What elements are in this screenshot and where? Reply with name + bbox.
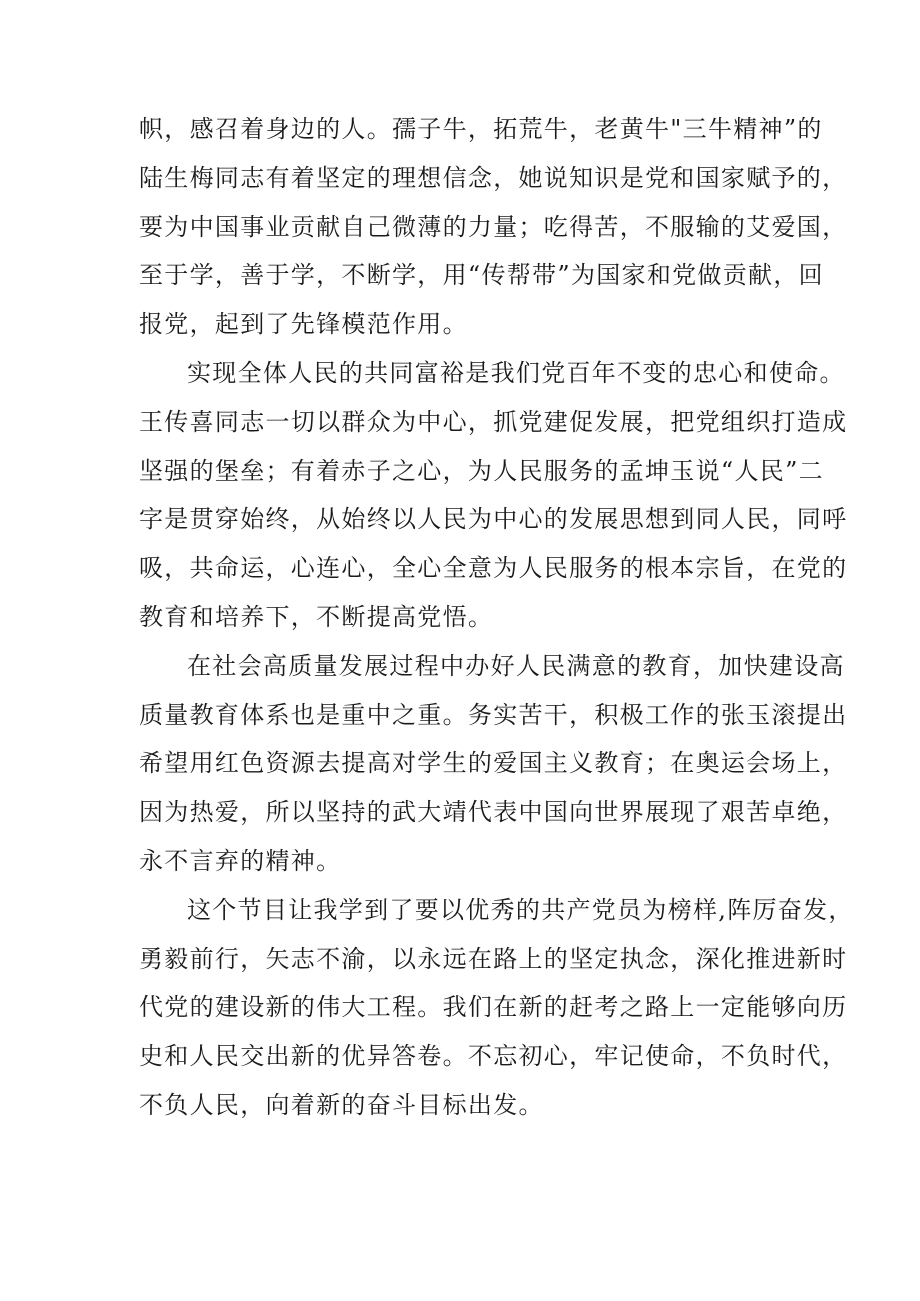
text-line: 勇毅前行，矢志不渝，以永远在路上的坚定执念，深化推进新时 <box>139 944 848 973</box>
text-line: 希望用红色资源去提高对学生的爱国主义教育；在奥运会场上， <box>139 749 848 778</box>
document-page <box>139 105 854 1130</box>
text-line: 永不言弃的精神。 <box>139 846 342 875</box>
text-line: 陆生梅同志有着坚定的理想信念，她说知识是党和国家赋予的， <box>139 163 848 192</box>
text-line: 帜，感召着身边的人。孺子牛，拓荒牛，老黄牛"三牛精神”的 <box>139 115 823 143</box>
text-line: 因为热爱，所以坚持的武大靖代表中国向世界展现了艰苦卓绝， <box>139 798 848 827</box>
text-line: 实现全体人民的共同富裕是我们党百年不变的忠心和使命。 <box>187 358 845 387</box>
paragraph-4 <box>139 886 854 1130</box>
text-line: 吸，共命运，心连心，全心全意为人民服务的根本宗旨，在党的 <box>139 554 848 583</box>
text-line: 至于学，善于学，不断学，用“传帮带”为国家和党做贡献，回 <box>139 261 824 290</box>
text-line: 报党，起到了先锋模范作用。 <box>139 310 468 339</box>
paragraph-2 <box>139 349 848 642</box>
text-line: 代党的建设新的伟大工程。我们在新的赶考之路上一定能够向历 <box>139 993 848 1022</box>
text-line: 这个节目让我学到了要以优秀的共产党员为榜样,阵厉奋发， <box>187 895 854 924</box>
text-line: 坚强的堡垒；有着赤子之心，为人民服务的孟坤玉说“人民”二 <box>139 456 824 485</box>
text-line: 字是贯穿始终，从始终以人民为中心的发展思想到同人民，同呼 <box>139 505 848 534</box>
paragraph-3 <box>139 642 848 886</box>
text-line: 王传喜同志一切以群众为中心，抓党建促发展，把党组织打造成 <box>139 407 848 436</box>
text-line: 质量教育体系也是重中之重。务实苦干，积极工作的张玉滚提出 <box>139 700 848 729</box>
paragraph-1 <box>139 105 848 349</box>
text-line: 在社会高质量发展过程中办好人民满意的教育，加快建设高 <box>187 651 845 680</box>
text-line: 教育和培养下，不断提高党悟。 <box>139 602 494 631</box>
text-line: 要为中国事业贡献自己微薄的力量；吃得苦，不服输的艾爱国， <box>139 212 848 241</box>
text-line: 史和人民交出新的优异答卷。不忘初心，牢记使命，不负时代， <box>139 1042 848 1071</box>
text-line: 不负人民，向着新的奋斗目标出发。 <box>139 1090 544 1119</box>
